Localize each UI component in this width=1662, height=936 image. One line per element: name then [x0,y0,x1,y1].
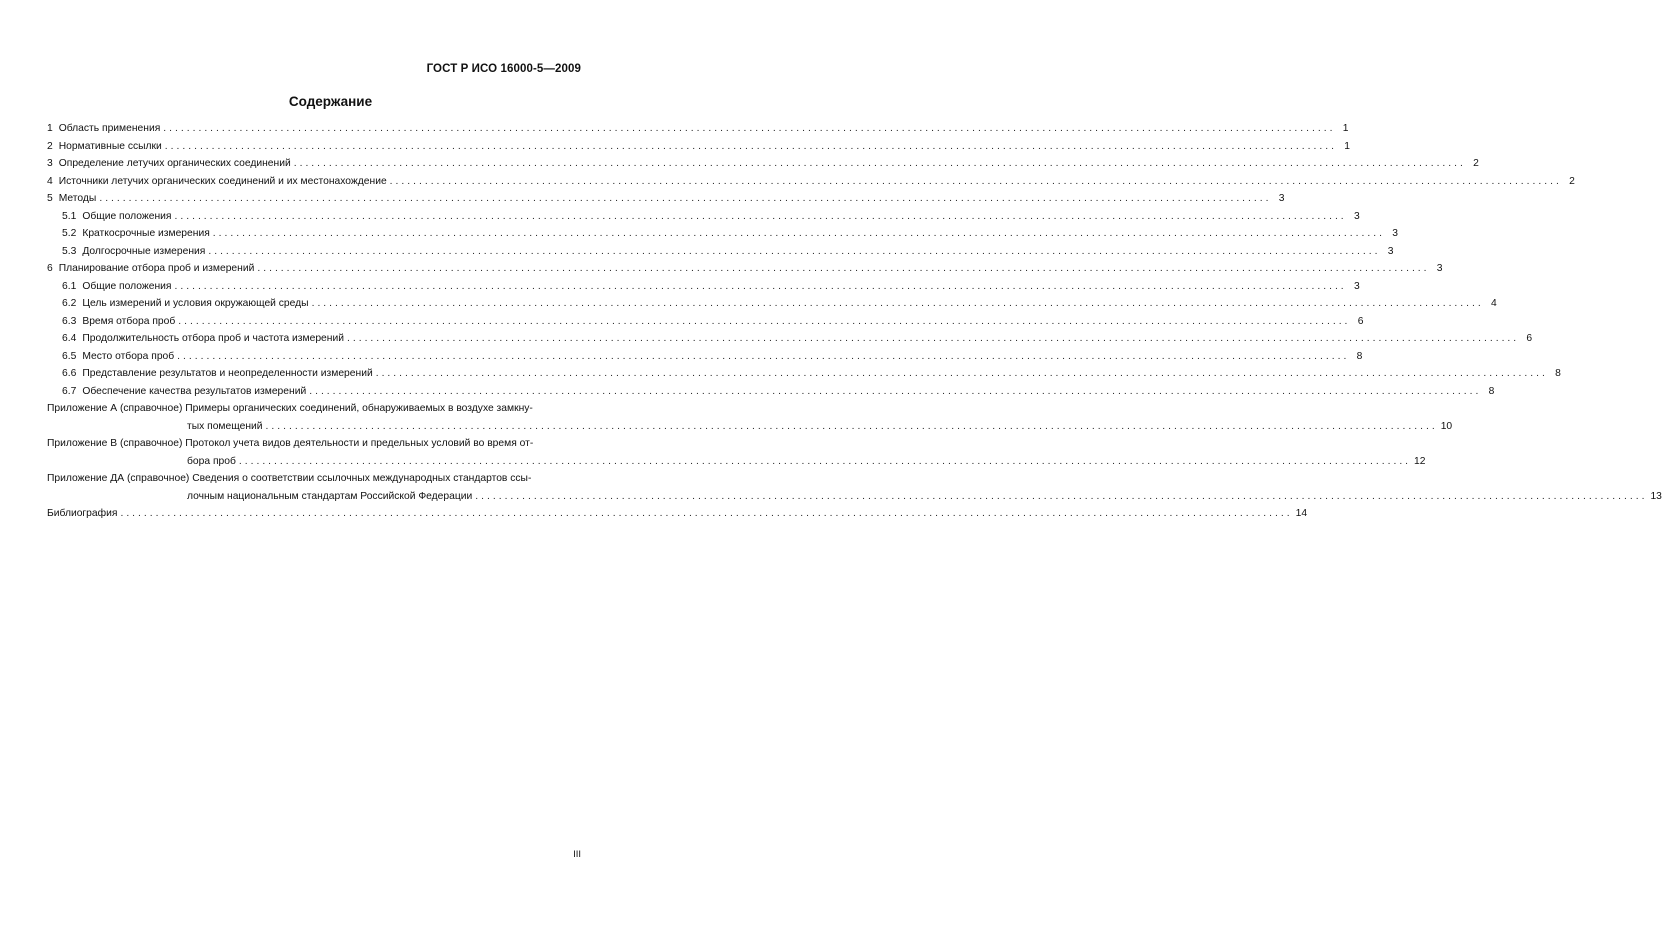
toc-subentry[interactable] [47,295,1497,313]
toc-entry-title: Представление результатов и неопределенности измерений [82,368,373,379]
toc-entry-page: 3 [1353,210,1360,222]
toc-subentry[interactable] [47,208,1360,226]
annex-title: Приложение ДА (справочное) Сведения о соответствии ссылочных международных стандартов ссы- [47,473,532,484]
toc-subentry[interactable] [47,243,1394,261]
toc-entry-title: Область применения [58,123,161,134]
toc-subentry[interactable] [47,278,1360,296]
toc-entry[interactable] [47,138,1350,156]
toc-entry-page: 3 [1436,263,1443,274]
toc-entry-page: 1 [1344,140,1350,152]
toc-entry-page: 3 [1392,228,1398,239]
toc-entry-title: Цель измерений и условия окружающей среды [82,298,309,309]
toc-leader: ........................................................................................................................................................................................................ [311,298,1484,309]
toc-entry-page: 8 [1356,350,1363,362]
toc-entry-title: Долгосрочные измерения [82,245,206,257]
toc-leader: ........................................................................................................................................................................................................ [293,158,1466,169]
toc-leader: ........................................................................................................................................................................................................ [265,420,1438,432]
toc-leader: ........................................................................................................................................................................................................ [475,490,1648,502]
annex-title: Приложение А (справочное) Примеры органических соединений, обнаруживаемых в воздухе замкну- [47,403,533,414]
toc-entry-page: 8 [1555,368,1561,379]
annex-page: 13 [1650,490,1662,502]
toc-entry-page: 3 [1353,280,1360,292]
toc-entry-number: 2 [47,140,53,152]
toc-entry-number: 6.3 [62,315,77,327]
toc-entry-number: 5.1 [62,210,77,222]
document-standard-header: ГОСТ Р ИСО 16000-5—2009 [426,63,581,75]
toc-entry-number: 4 [47,175,53,187]
toc-leader: ........................................................................................................................................................................................................ [389,175,1562,187]
toc-leader: ........................................................................................................................................................................................................ [309,385,1482,397]
toc-entry-number: 5 [47,193,53,204]
toc-entry-title: Определение летучих органических соединений [58,158,291,169]
annex-page: 12 [1414,455,1426,467]
page-number: III [573,849,581,860]
toc-subentry[interactable] [47,330,1533,348]
toc-entry-title: Общие положения [82,280,172,292]
toc-entry-page: 6 [1526,333,1533,344]
annex-title-continued: бора проб [187,455,236,467]
toc-leader: ........................................................................................................................................................................................................ [174,210,1347,222]
toc-leader: ........................................................................................................................................................................................................ [238,455,1412,467]
bibliography-page: 14 [1295,508,1308,519]
toc-entry-page: 8 [1488,385,1495,397]
annex-entry-line2[interactable] [47,488,1662,506]
toc-entry-number: 3 [47,158,53,169]
table-of-contents [47,120,1662,523]
toc-subentry[interactable] [47,365,1561,383]
annex-entry-line1[interactable] [47,470,584,488]
toc-leader: ........................................................................................................................................................................................................ [208,245,1381,257]
toc-leader: ........................................................................................................................................................................................................ [346,333,1520,344]
annex-entry-line1[interactable] [47,435,584,453]
annex-title-continued: лочным национальным стандартам Российской Федерации [187,490,473,502]
toc-leader: ........................................................................................................................................................................................................ [178,315,1351,327]
toc-entry[interactable] [47,155,1479,173]
bibliography-title: Библиография [47,508,118,519]
toc-entry[interactable] [47,120,1349,138]
toc-leader: ........................................................................................................................................................................................................ [212,228,1385,239]
toc-entry-page: 3 [1387,245,1394,257]
toc-entry-number: 5.3 [62,245,77,257]
toc-entry[interactable] [47,190,1285,208]
toc-entry-page: 2 [1473,158,1479,169]
annex-entry-line2[interactable] [47,453,1426,471]
toc-leader: ........................................................................................................................................................................................................ [163,123,1336,134]
toc-entry-title: Время отбора проб [82,315,176,327]
toc-entry-title: Место отбора проб [82,350,175,362]
toc-entry-title: Общие положения [82,210,172,222]
toc-leader: ........................................................................................................................................................................................................ [99,193,1272,204]
toc-entry-number: 1 [47,123,53,134]
toc-entry-page: 1 [1342,123,1349,134]
toc-subentry[interactable] [47,225,1398,243]
toc-entry-number: 6.6 [62,368,77,379]
toc-subentry[interactable] [47,348,1363,366]
toc-entry-title: Источники летучих органических соединений и их местонахождение [58,175,387,187]
annex-entry-line1[interactable] [47,400,584,418]
toc-entry-page: 6 [1357,315,1364,327]
annex-entry-line2[interactable] [47,418,1453,436]
toc-leader: ........................................................................................................................................................................................................ [164,140,1337,152]
toc-bibliography[interactable] [47,505,1308,523]
toc-subentry[interactable] [47,313,1364,331]
toc-subentry[interactable] [47,383,1495,401]
annex-page: 10 [1440,420,1453,432]
toc-entry-title: Нормативные ссылки [58,140,162,152]
toc-leader: ........................................................................................................................................................................................................ [375,368,1548,379]
toc-entry-number: 6.7 [62,385,77,397]
toc-title: Содержание [288,94,373,109]
toc-entry-number: 6.4 [62,333,77,344]
toc-entry-number: 6.2 [62,298,77,309]
toc-entry-page: 3 [1278,193,1285,204]
toc-entry-number: 5.2 [62,228,77,239]
toc-entry-number: 6.5 [62,350,77,362]
toc-entry-title: Методы [58,193,97,204]
toc-leader: ........................................................................................................................................................................................................ [120,508,1293,519]
toc-leader: ........................................................................................................................................................................................................ [177,350,1350,362]
toc-entry-page: 2 [1569,175,1575,187]
toc-entry-page: 4 [1491,298,1497,309]
toc-entry-title: Обеспечение качества результатов измерений [82,385,307,397]
annex-title-continued: тых помещений [187,420,263,432]
toc-leader: ........................................................................................................................................................................................................ [174,280,1347,292]
toc-entry[interactable] [47,173,1575,191]
annex-title: Приложение В (справочное) Протокол учета видов деятельности и предельных условий во время от- [47,438,534,449]
toc-entry-number: 6.1 [62,280,77,292]
toc-entry[interactable] [47,260,1443,278]
toc-entry-number: 6 [47,263,53,274]
toc-entry-title: Краткосрочные измерения [82,228,210,239]
toc-entry-title: Продолжительность отбора проб и частота измерений [82,333,344,344]
toc-entry-title: Планирование отбора проб и измерений [58,263,255,274]
toc-leader: ........................................................................................................................................................................................................ [257,263,1430,274]
